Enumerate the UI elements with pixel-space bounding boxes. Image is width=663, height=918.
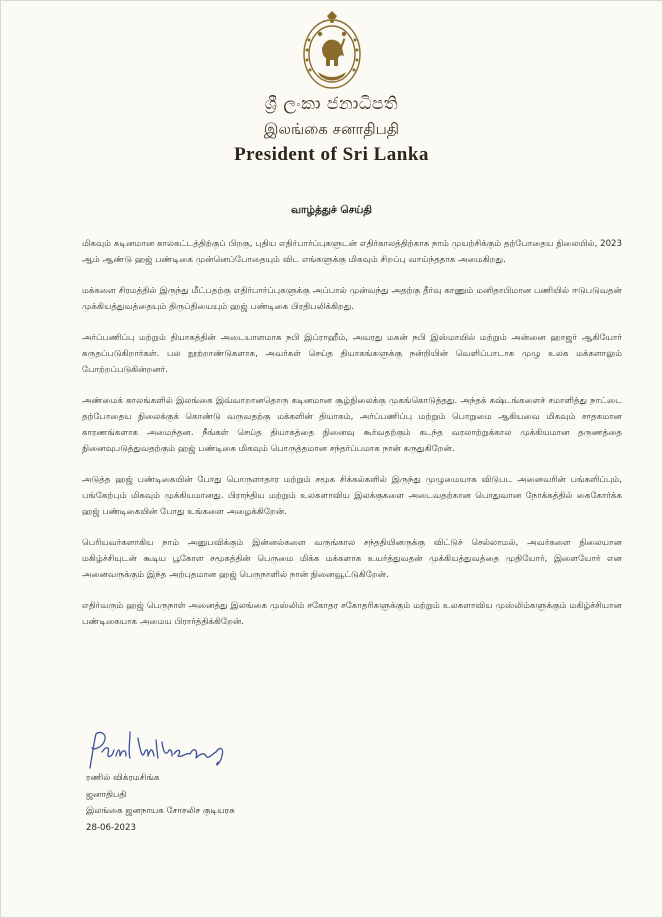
handwritten-signature [86,728,236,774]
paragraph-2: மக்களை சிரமத்தில் இருந்து மீட்பதற்கு எதிர்பார்ப்புகளுக்கு அப்பால் முன்வந்து அதற்கு தீர்வு காணும் மனிதாபிமான பணியில் ஈடுபடுவதன் முக்கியத்துவத்தையும் திருப்தியையும் ஹஜ் பண்டிகை பிரதிபலிக்கிறது. [82,286,622,312]
letter-date: 28-06-2023 [86,822,136,833]
signatory-position: ஜனாதிபதி [86,789,127,800]
paragraph-7: எதிர்வரும் ஹஜ் பெருநாள் அனைத்து இலங்கை முஸ்லிம் சகோதர சகோதரிகளுக்கும் மற்றும் உலகளாவிய முஸ்லிம்களுக்கும் மகிழ்ச்சியான பண்டிகையாக அமைய பிரார்த்திக்கிறேன். [82,601,622,627]
sri-lanka-emblem-icon [300,10,364,94]
title-tamil: இலங்கை சனாதிபதி [263,120,400,138]
paragraph-3: அர்ப்பணிப்பு மற்றும் தியாகத்தின் அடையாளமாக நபி இப்ராஹீம், அவரது மகன் நபி இஸ்மாயில் மற்றும் அன்னை ஹாஜர் ஆகியோர் கருதப்படுகிறார்கள். பல நூற்றாண்டுகளாக, அவர்கள் செய்த தியாகங்களுக்கு நன்றியின் வெளிப்பாடாக முழு உலக மக்களாலும் போற்றப்படுகின்றனர். [82,333,622,375]
letter-body [82,236,622,645]
letter-heading: வாழ்த்துச் செய்தி [291,204,372,216]
signatory-country: இலங்கை ஜனநாயக சோசலிச குடியரசு [86,806,235,816]
title-sinhala: ශ්‍රී ලංකා ජනාධිපති [264,94,399,114]
paragraph-1: மிகவும் கடினமான காலகட்டத்திற்குப் பிறகு, புதிய எதிர்பார்ப்புகளுடன் எதிர்காலத்திற்காக நாம் முயற்சிக்கும் தற்போதைய நிலையில், 2023 ஆம் ஆண்டு ஹஜ் பண்டிகை முன்னெப்போதையும் விட எங்களுக்கு மிகவும் சிறப்பு வாய்ந்ததாக அமைகிறது. [82,239,622,265]
signatory-name: ரணில் விக்ரமசிங்க [86,773,160,783]
paragraph-4: அண்மைக் காலங்களில் இலங்கை இவ்வாறானதொரு கடினமான சூழ்நிலைக்கு முகங்கொடுத்தது. அந்தக் கஷ்டங்களைச் சமாளித்து நாட்டை தற்போதைய நிலைக்குக் கொண்டு வருவதற்கு மக்களின் தியாகம், அர்ப்பணிப்பு மற்றும் பொறுமை ஆகியவை மிகவும் சாதகமான காரணங்களாக அமைந்தன. நீங்கள் செய்த தியாகத்தை நினைவு கூர்வதற்கும் கடந்த வரலாற்றுக்கால முக்கியமான தருணத்தை நினைவுபடுத்துவதற்கும் ஹஜ் பண்டிகை மிகவும் பொருத்தமான சந்தர்ப்பமாக நான் கருதுகிறேன். [82,396,622,454]
sign-off-block [86,770,235,836]
paragraph-6: பெரியவர்களாகிய நாம் அனுபவிக்கும் இன்னல்களை வருங்கால சந்ததியினருக்கு விட்டுச் செல்லாமல், அவர்களை நிலையான மகிழ்ச்சியுடன் கூடிய பூகோள சமூகத்தின் பெருமை மிக்க மக்களாக உயர்த்துவதன் முக்கியத்துவத்தை முதியோர், இளையோர் என அனைவருக்கும் இந்த அற்புதமான ஹஜ் பெருநாளில் நான் நினைவூட்டுகிறேன். [82,538,622,580]
title-english: President of Sri Lanka [234,144,429,165]
paragraph-5: அடுத்த ஹஜ் பண்டிகையின் போது பொருளாதார மற்றும் சமூக சிக்கல்களில் இருந்து முழுமையாக விடுபட அனைவரின் பங்களிப்பும், பங்கேற்பும் மிகவும் முக்கியமானது. பிராந்திய மற்றும் உலகளாவிய இலக்குகளை அடைவதற்கான பொதுவான நோக்கத்தில் கைகோர்க்க ஹஜ் பண்டிகையின் போது உங்களை அழைக்கிறேன். [82,475,622,517]
